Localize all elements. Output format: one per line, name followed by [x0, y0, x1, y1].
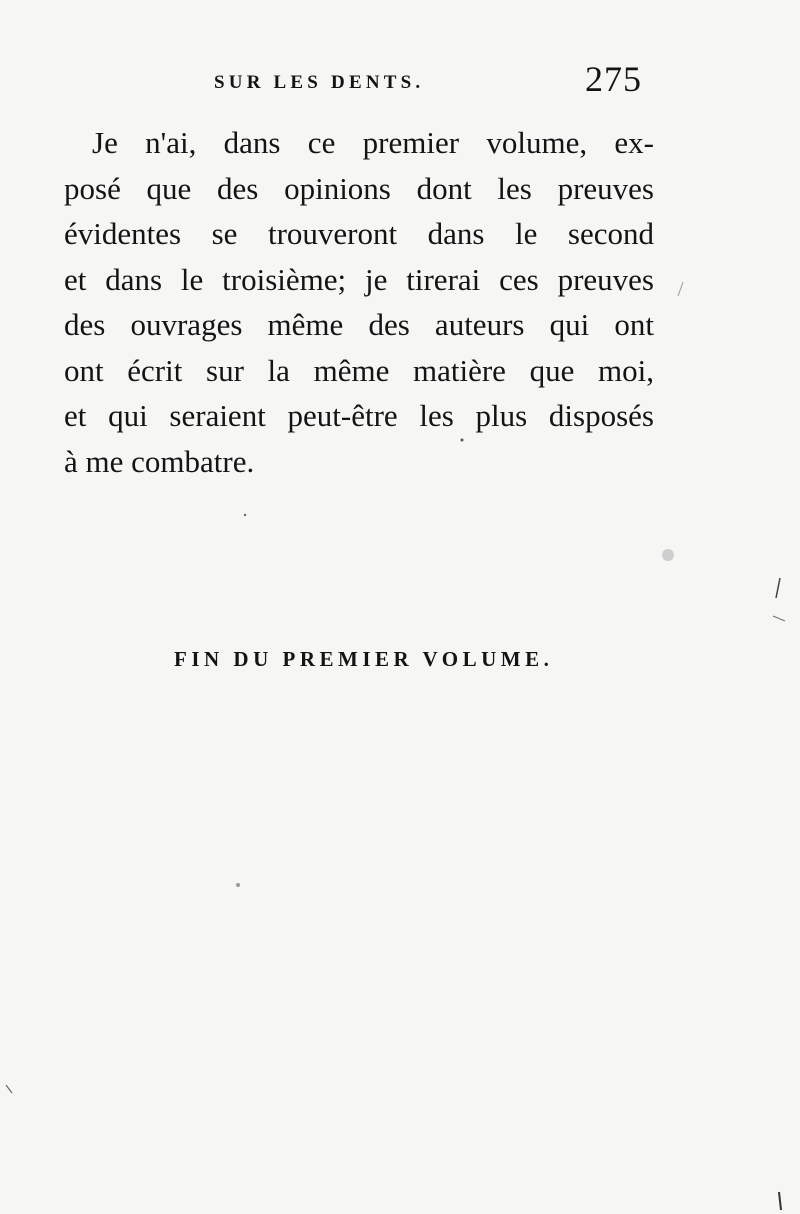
text-line: à me combatre.: [64, 443, 255, 479]
text-line: Je n'ai, dans ce premier volume, ex-: [92, 125, 654, 160]
running-title: SUR LES DENTS.: [214, 72, 425, 93]
text-line: posé que des opinions dont les preuves: [64, 170, 654, 206]
paper-speck: [6, 1085, 12, 1093]
text-line: et dans le troisième; je tirerai ces preuves: [64, 261, 654, 297]
paper-speck: [236, 883, 240, 887]
text-line: des ouvrages même des auteurs qui ont: [64, 307, 654, 342]
paper-speck: [244, 514, 246, 516]
paper-speck: [461, 439, 464, 442]
end-of-volume-title: FIN DU PREMIER VOLUME.: [174, 647, 554, 671]
page-number: 275: [585, 59, 642, 99]
text-line: et qui seraient peut-être les plus disposés: [64, 398, 654, 433]
paper-speck: [678, 282, 683, 296]
text-line: évidentes se trouveront dans le second: [64, 216, 654, 251]
text-line: ont écrit sur la même matière que moi,: [64, 352, 654, 388]
paper-speck: [779, 1192, 781, 1210]
paper-speck: [776, 578, 780, 598]
paper-speck: [773, 616, 785, 621]
paper-speck: [662, 549, 674, 561]
